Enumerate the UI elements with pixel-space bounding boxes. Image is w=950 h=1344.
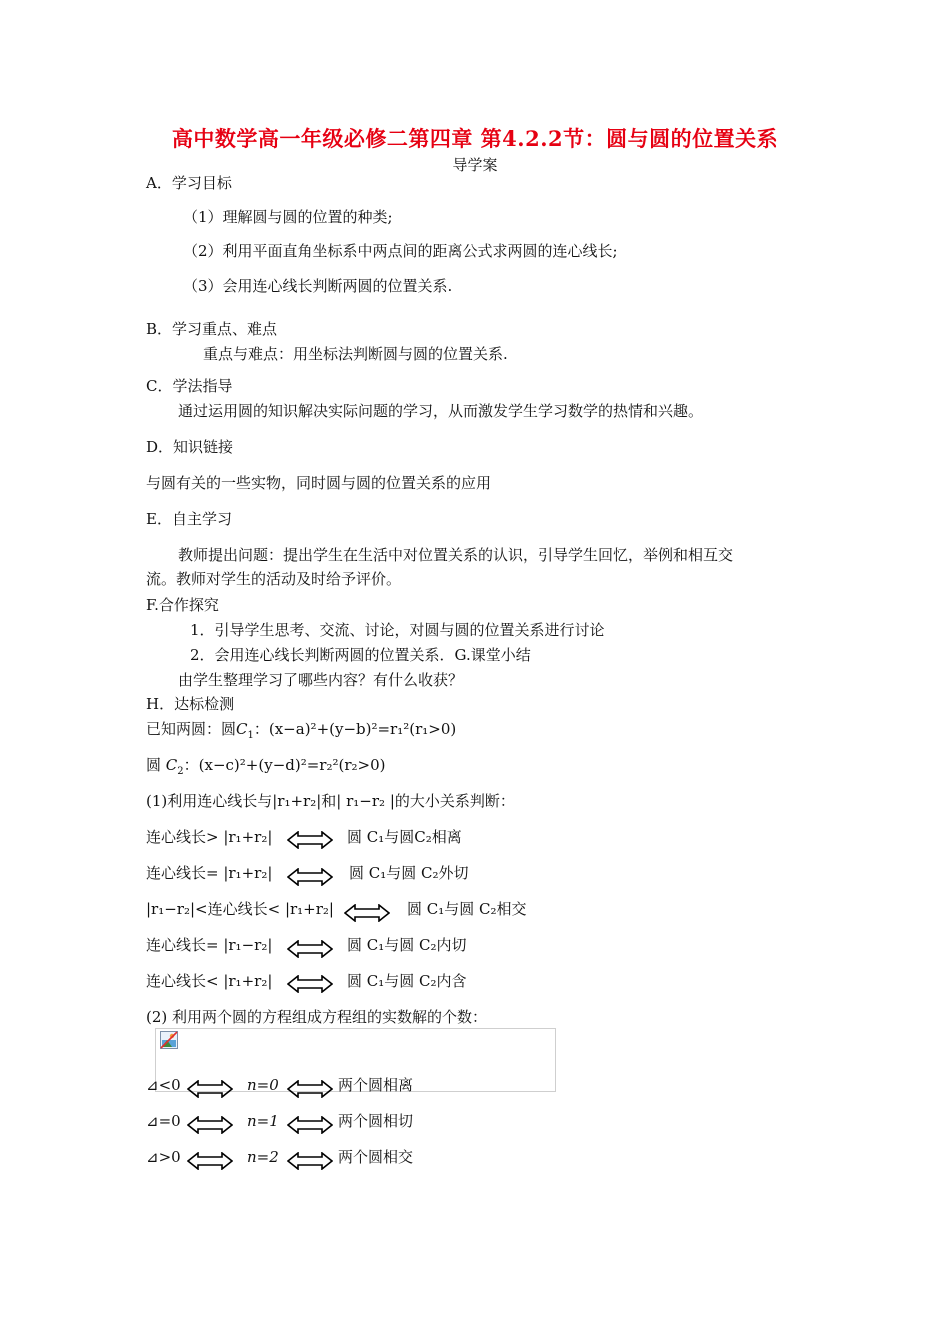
goal-2: （2）利用平面直角坐标系中两点间的距离公式求两圆的连心线长; bbox=[183, 242, 618, 260]
section-b-text: 重点与难点：用坐标法判断圆与圆的位置关系. bbox=[203, 345, 508, 363]
c1-equation: ：(x−a)²+(y−b)²=r₁²(r₁>0) bbox=[253, 720, 457, 738]
double-arrow-icon bbox=[187, 1080, 233, 1098]
section-a-heading: A．学习目标 bbox=[146, 174, 232, 192]
relation-right-3: 圆 C₁与圆 C₂相交 bbox=[407, 900, 527, 918]
section-e-heading: E．自主学习 bbox=[146, 510, 232, 528]
relation-left-3: |r₁−r₂|<连心线长< |r₁+r₂| bbox=[146, 900, 334, 918]
relation-left-1: 连心线长> |r₁+r₂| bbox=[146, 828, 273, 846]
circle-c2-definition bbox=[146, 756, 386, 781]
relation-left-4: 连心线长= |r₁−r₂| bbox=[146, 936, 273, 954]
c1-subscript: 1 bbox=[247, 730, 254, 741]
section-h-heading: H．达标检测 bbox=[146, 695, 235, 713]
double-arrow-icon bbox=[287, 1116, 333, 1134]
relation-right-2: 圆 C₁与圆 C₂外切 bbox=[349, 864, 469, 882]
section-e-line-1: 教师提出问题：提出学生在生活中对位置关系的认识，引导学生回忆，举例和相互交 bbox=[178, 546, 734, 564]
double-arrow-icon bbox=[344, 904, 390, 922]
relation-right-1: 圆 C₁与圆C₂相离 bbox=[347, 828, 462, 846]
c2-symbol: C bbox=[165, 756, 178, 774]
case-delta-2: ⊿=0 bbox=[146, 1112, 181, 1130]
case-result-2: 两个圆相切 bbox=[338, 1112, 414, 1130]
c1-symbol: C bbox=[236, 720, 248, 738]
section-e-line-2: 流。教师对学生的活动及时给予评价。 bbox=[146, 570, 402, 588]
goal-1: （1）理解圆与圆的位置的种类; bbox=[183, 208, 393, 226]
double-arrow-icon bbox=[187, 1116, 233, 1134]
document-subtitle: 导学案 bbox=[452, 156, 498, 174]
relation-left-5: 连心线长< |r₁+r₂| bbox=[146, 972, 273, 990]
c2-equation: ：(x−c)²+(y−d)²=r₂²(r₂>0) bbox=[183, 756, 386, 774]
double-arrow-icon bbox=[287, 868, 333, 886]
case-result-3: 两个圆相交 bbox=[338, 1148, 414, 1166]
case-delta-1: ⊿<0 bbox=[146, 1076, 181, 1094]
part-2-heading: (2) 利用两个圆的方程组成方程组的实数解的个数： bbox=[146, 1008, 488, 1026]
section-f-item-1: 1．引导学生思考、交流、讨论，对圆与圆的位置关系进行讨论 bbox=[190, 621, 605, 639]
part-1-heading: (1)利用连心线长与|r₁+r₂|和| r₁−r₂ |的大小关系判断： bbox=[146, 792, 515, 810]
double-arrow-icon bbox=[287, 975, 333, 993]
c2-subscript: 2 bbox=[177, 766, 184, 777]
case-delta-3: ⊿>0 bbox=[146, 1148, 181, 1166]
case-n-3: n=2 bbox=[247, 1148, 279, 1166]
section-g-text: 由学生整理学习了哪些内容？有什么收获？ bbox=[178, 671, 464, 689]
circle-c1-definition bbox=[146, 720, 456, 745]
double-arrow-icon bbox=[287, 940, 333, 958]
intro-text: 已知两圆：圆 bbox=[146, 720, 237, 738]
section-d-text: 与圆有关的一些实物，同时圆与圆的位置关系的应用 bbox=[146, 474, 492, 492]
broken-image-icon bbox=[160, 1031, 178, 1049]
section-f-item-2: 2．会用连心线长判断两圆的位置关系．G.课堂小结 bbox=[190, 646, 531, 664]
relation-left-2: 连心线长= |r₁+r₂| bbox=[146, 864, 273, 882]
section-b-heading: B．学习重点、难点 bbox=[146, 320, 278, 338]
section-f-heading: F.合作探究 bbox=[146, 596, 219, 614]
relation-right-4: 圆 C₁与圆 C₂内切 bbox=[347, 936, 467, 954]
section-c-text: 通过运用圆的知识解决实际问题的学习，从而激发学生学习数学的热情和兴趣。 bbox=[178, 402, 704, 420]
section-d-heading: D．知识链接 bbox=[146, 438, 234, 456]
case-n-1: n=0 bbox=[247, 1076, 279, 1094]
double-arrow-icon bbox=[287, 1152, 333, 1170]
case-n-2: n=1 bbox=[247, 1112, 279, 1130]
document-title: 高中数学高一年级必修二第四章 第4.2.2节：圆与圆的位置关系 bbox=[171, 126, 779, 151]
double-arrow-icon bbox=[287, 1080, 333, 1098]
case-result-1: 两个圆相离 bbox=[338, 1076, 414, 1094]
double-arrow-icon bbox=[287, 831, 333, 849]
c2-prefix: 圆 bbox=[146, 756, 162, 774]
relation-right-5: 圆 C₁与圆 C₂内含 bbox=[347, 972, 467, 990]
goal-3: （3）会用连心线长判断两圆的位置关系. bbox=[183, 277, 453, 295]
section-c-heading: C．学法指导 bbox=[146, 377, 233, 395]
double-arrow-icon bbox=[187, 1152, 233, 1170]
